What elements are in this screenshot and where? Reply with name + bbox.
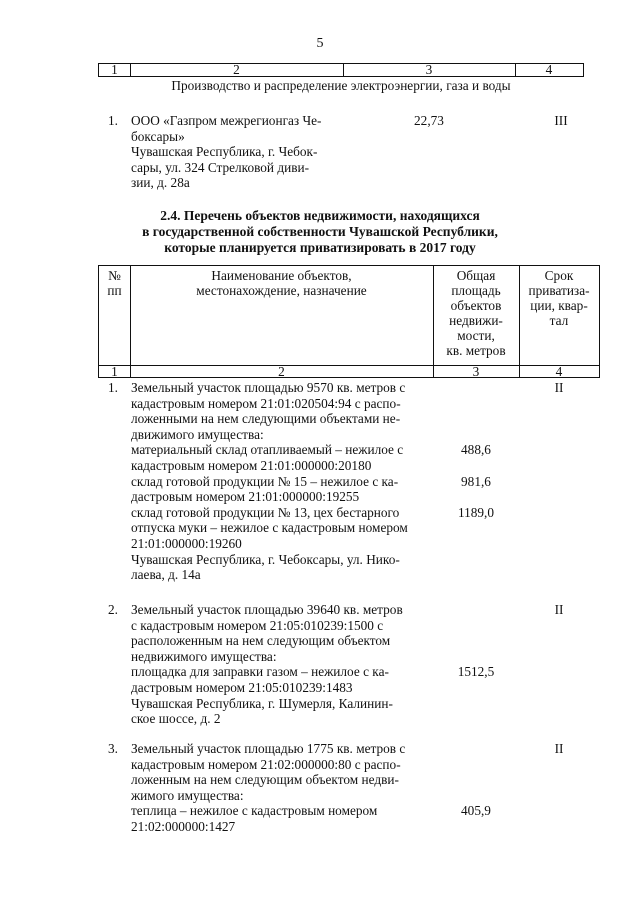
row-description-line: с кадастровым номером 21:05:010239:1500 с — [131, 617, 384, 633]
row-description-line: кадастровым номером 21:02:000000:80 с распо- — [131, 756, 401, 772]
header-period-line: тал — [549, 313, 569, 328]
row-description-line: недвижимого имущества: — [131, 648, 277, 664]
row-area: 405,9 — [461, 803, 491, 819]
row-description-line: отпуска муки – нежилое с кадастровым номером — [131, 520, 408, 536]
row-period: II — [554, 380, 564, 395]
row-description-line: Земельный участок площадью 9570 кв. метров с — [131, 380, 406, 395]
row-number: 2. — [108, 602, 118, 617]
top-col-number: 1 — [111, 62, 118, 77]
header-area-line: площадь — [451, 283, 501, 298]
row-area: 981,6 — [461, 473, 491, 489]
main-col-number: 4 — [555, 364, 563, 379]
row-description-line: кадастровым номером 21:01:020504:94 с распо- — [131, 395, 401, 411]
page-number: 5 — [316, 36, 324, 51]
header-number-line: пп — [107, 283, 122, 298]
row-number: 1. — [108, 380, 118, 395]
row-description-line: дастровым номером 21:05:010239:1483 — [131, 680, 353, 695]
header-period-line: ции, квар- — [530, 298, 588, 313]
header-period-line: приватиза- — [528, 283, 590, 298]
header-area-line: недвижи- — [449, 313, 503, 328]
row-number: 1. — [108, 113, 118, 128]
row-description-line: ООО «Газпром межрегионгаз Че- — [131, 113, 322, 128]
row-description-line: 21:02:000000:1427 — [131, 819, 236, 834]
main-table-rule-top — [98, 265, 600, 266]
header-area-line: объектов — [450, 298, 502, 313]
main-col-number: 1 — [111, 364, 118, 379]
row-description-line: склад готовой продукции № 13, цех бестарного — [131, 504, 400, 520]
row-description-line: ложенным на нем следующим объектом недви- — [131, 772, 399, 788]
header-area-line: мости, — [457, 328, 495, 343]
row-description-line: кадастровым номером 21:01:000000:20180 — [131, 458, 372, 473]
row-description-line: жимого имущества: — [131, 787, 244, 803]
main-col-number: 2 — [278, 364, 285, 379]
header-area-line: кв. метров — [446, 343, 506, 358]
main-table-vline — [599, 265, 600, 378]
row-description-line: расположенным на нем следующим объектом — [131, 633, 391, 649]
row-description-line: ложенными на нем следующими объектами не- — [131, 411, 401, 427]
row-description-line: Чувашская Республика, г. Шумерля, Калинин- — [131, 695, 393, 711]
row-description-line: материальный склад отапливаемый – нежилое с — [131, 442, 404, 458]
header-period-line: Срок — [544, 268, 574, 283]
top-table-vline — [583, 63, 584, 77]
row-area: 1189,0 — [457, 504, 495, 520]
top-col-number: 2 — [233, 62, 240, 77]
row-description-line: Чувашская Республика, г. Чебок- — [131, 144, 318, 160]
section-title-line: в государственной собственности Чувашской Республики, — [142, 224, 498, 239]
row-description-line: движимого имущества: — [131, 426, 264, 442]
row-description-line: теплица – нежилое с кадастровым номером — [131, 803, 378, 819]
row-description-line: дастровым номером 21:01:000000:19255 — [131, 489, 360, 505]
top-col-number: 3 — [425, 62, 433, 77]
row-description-line: лаева, д. 14а — [131, 567, 201, 583]
main-col-number: 3 — [472, 364, 480, 379]
row-description-line: 21:01:000000:19260 — [131, 536, 242, 551]
row-description-line: склад готовой продукции № 15 – нежилое с ка- — [131, 473, 399, 489]
row-area: 1512,5 — [457, 664, 495, 680]
row-description-line: Земельный участок площадью 39640 кв. метров — [131, 602, 403, 617]
header-name-line: Наименование объектов, — [211, 268, 352, 283]
header-area-line: Общая — [456, 268, 496, 283]
row-description-line: площадка для заправки газом – нежилое с ка- — [131, 664, 389, 680]
row-description-line: ское шоссе, д. 2 — [131, 711, 221, 727]
section-title-line: которые планируется приватизировать в 2017 году — [164, 240, 476, 255]
row-period: II — [554, 741, 564, 756]
header-number-line: № — [108, 268, 121, 283]
row-description-line: боксары» — [131, 128, 185, 144]
row-description-line: зии, д. 28а — [131, 175, 190, 191]
section-title-line: 2.4. Перечень объектов недвижимости, находящихся — [160, 208, 480, 223]
row-period: III — [554, 113, 568, 128]
row-description-line: Земельный участок площадью 1775 кв. метров с — [131, 741, 406, 756]
row-number: 3. — [108, 741, 118, 756]
top-col-number: 4 — [545, 62, 553, 77]
header-name-line: местонахождение, назначение — [196, 283, 367, 298]
row-area: 488,6 — [461, 442, 491, 458]
row-area: 22,73 — [414, 113, 444, 128]
row-description-line: Чувашская Республика, г. Чебоксары, ул. Нико- — [131, 551, 400, 567]
row-period: II — [554, 602, 564, 617]
row-description-line: сары, ул. 324 Стрелковой диви- — [131, 159, 310, 175]
top-table-section-heading: Производство и распределение электроэнергии, газа и воды — [171, 78, 511, 93]
